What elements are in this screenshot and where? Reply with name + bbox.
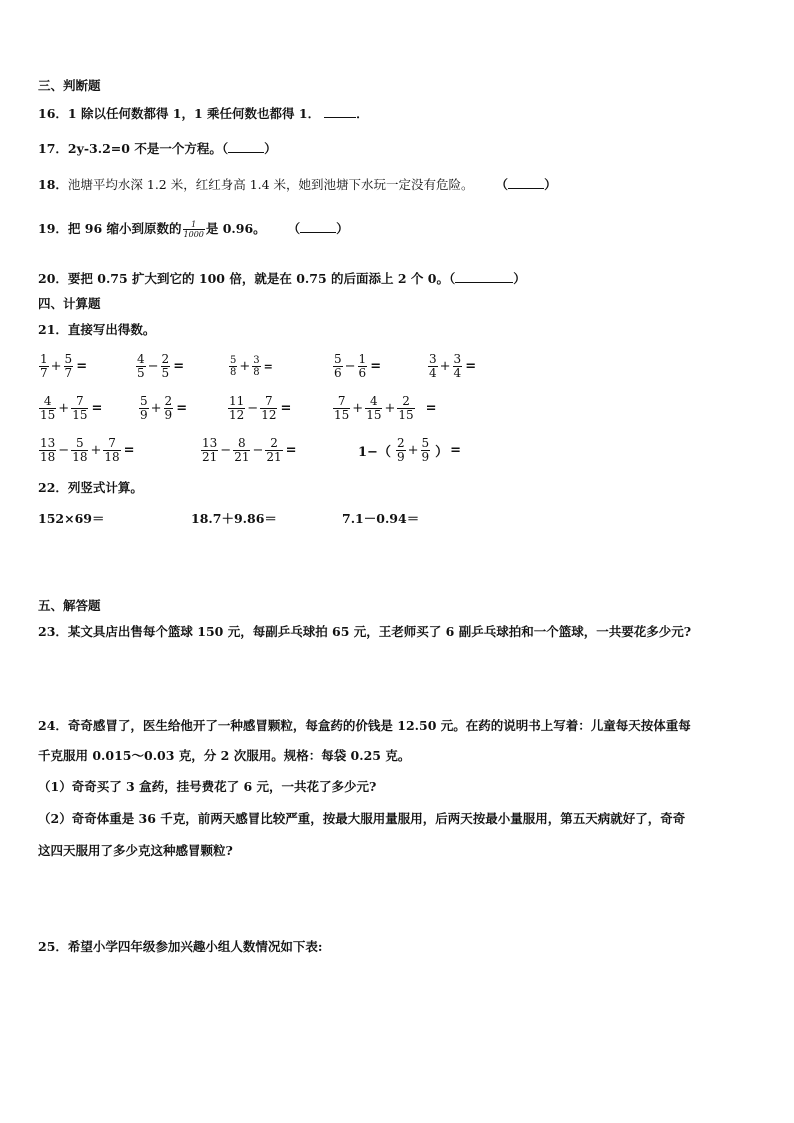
question-number: 23． [38, 624, 68, 639]
denominator: 21 [202, 449, 218, 464]
numerator: 11 [229, 393, 245, 408]
answer-blank[interactable] [324, 105, 356, 118]
expression [358, 435, 461, 465]
equation: 2y-3.2=0 [67, 141, 130, 156]
numerator: 2 [270, 435, 278, 450]
numerator: 5 [421, 435, 430, 450]
paren-close: ） [544, 177, 557, 192]
fraction [201, 437, 218, 464]
denominator: 7 [64, 365, 73, 380]
fraction [358, 353, 368, 380]
question-number: 25． [38, 939, 68, 954]
operator: + [352, 400, 364, 416]
vertical-calc-item: 18.7＋9.86＝ [191, 511, 277, 526]
question-18 [38, 176, 557, 193]
expression [427, 351, 476, 381]
numerator: 13 [202, 435, 218, 450]
numerator: 5 [230, 354, 237, 366]
expression [38, 351, 87, 381]
expression [200, 435, 297, 465]
fraction [136, 353, 146, 380]
denominator: 21 [266, 449, 282, 464]
equals-sign: = [450, 442, 462, 458]
fraction [71, 395, 88, 422]
operator: + [58, 400, 70, 416]
question-22 [38, 480, 143, 496]
equals-sign: = [91, 400, 103, 416]
question-number: 17． [38, 141, 68, 156]
numerator: 3 [429, 351, 437, 366]
denominator: 15 [72, 407, 88, 422]
section-heading-calc: 四、计算题 [38, 296, 101, 311]
operator: + [150, 400, 162, 416]
denominator: 12 [229, 407, 245, 422]
equals-sign: = [280, 400, 292, 416]
paren-close: ） [513, 271, 526, 286]
question-number: 19． [38, 221, 68, 236]
vertical-calc-item: 7.1－0.94＝ [342, 511, 420, 526]
operator: − [252, 442, 264, 458]
numerator: 5 [76, 435, 84, 450]
numerator: 7 [337, 393, 346, 408]
fraction [453, 353, 463, 380]
paren-close: ） [435, 444, 449, 460]
numerator: 4 [43, 393, 52, 408]
question-text-line1: 奇奇感冒了，医生给他开了一种感冒颗粒，每盒药的价钱是 12.50 元。在药的说明书上写着：儿童每天按体重每 [67, 718, 691, 733]
fraction [139, 395, 149, 422]
question-17 [38, 140, 277, 157]
denominator: 18 [104, 449, 120, 464]
fraction [183, 220, 205, 239]
fraction [333, 395, 350, 422]
expression [138, 393, 187, 423]
numerator: 3 [253, 354, 260, 366]
denominator: 15 [40, 407, 56, 422]
numerator: 2 [164, 393, 173, 408]
operator: + [407, 442, 419, 458]
equals-sign: = [263, 359, 273, 373]
denominator: 6 [358, 365, 367, 380]
question-text: 列竖式计算。 [67, 480, 143, 495]
numerator: 5 [64, 351, 73, 366]
punct: ． [356, 106, 369, 121]
fraction [396, 437, 406, 464]
denominator: 21 [234, 449, 250, 464]
denominator: 8 [253, 366, 260, 378]
fraction [39, 353, 49, 380]
question-number: 20． [38, 271, 68, 286]
operator: − [58, 442, 70, 458]
question-text: 要把 0.75 扩大到它的 100 倍，就是在 0.75 的后面添上 2 个 0。（ [67, 271, 456, 286]
question-text: 某文具店出售每个篮球 150 元，每副乒乓球拍 65 元，王老师买了 6 副乒乓球拍和一个篮球，一共要花多少元? [67, 624, 692, 639]
fraction [229, 355, 237, 378]
operator: − [344, 358, 356, 374]
denominator: 18 [40, 449, 56, 464]
denominator: 5 [137, 365, 145, 380]
section-heading-judge: 三、判断题 [38, 78, 101, 93]
numerator: 2 [396, 435, 405, 450]
denominator: 6 [334, 365, 342, 380]
question-24-sub2-cont: 这四天服用了多少克这种感冒颗粒? [38, 843, 233, 858]
denominator: 18 [72, 449, 88, 464]
question-24 [38, 718, 691, 734]
fraction [421, 437, 431, 464]
question-number: 21． [38, 322, 68, 337]
numerator: 7 [108, 435, 116, 450]
question-24-line2: 千克服用 0.015～0.03 克，分 2 次服用。规格：每袋 0.25 克。 [38, 748, 411, 763]
expression [332, 393, 437, 423]
numerator: 13 [40, 435, 56, 450]
fraction [64, 353, 74, 380]
paren-close: ） [264, 141, 277, 156]
numerator: 2 [402, 393, 410, 408]
expression [228, 351, 273, 381]
operator: + [239, 358, 251, 374]
expression [38, 435, 135, 465]
denominator: 15 [334, 407, 350, 422]
question-20 [38, 270, 526, 287]
expression-lead: 1−（ [358, 444, 391, 460]
question-text: 1 除以任何数都得 1，1 乘任何数也都得 1． [67, 106, 321, 121]
numerator: 4 [370, 393, 378, 408]
numerator: 1 [358, 351, 367, 366]
numerator: 2 [161, 351, 170, 366]
denominator: 1000 [183, 230, 204, 239]
denominator: 5 [161, 365, 170, 380]
question-text-post: 是 0.96。 [205, 221, 266, 236]
denominator: 9 [140, 407, 148, 422]
fraction [228, 395, 245, 422]
equals-sign: = [370, 358, 382, 374]
question-text: 希望小学四年级参加兴趣小组人数情况如下表: [67, 939, 323, 954]
denominator: 4 [453, 365, 462, 380]
question-24-sub2: （2）奇奇体重是 36 千克，前两天感冒比较严重，按最大服用量服用，后两天按最小量服用，第五天病就好了，奇奇 [38, 811, 686, 826]
denominator: 12 [261, 407, 277, 422]
fraction [103, 437, 120, 464]
question-21 [38, 322, 155, 338]
operator: + [384, 400, 396, 416]
question-text: 池塘平均水深 1.2 米，红红身高 1.4 米，她到池塘下水玩一定没有危险。 [67, 177, 474, 192]
expression [135, 351, 184, 381]
equals-sign: = [173, 358, 185, 374]
equals-sign: = [425, 400, 437, 416]
operator: + [50, 358, 62, 374]
paren-open: （ [495, 177, 509, 192]
denominator: 9 [421, 449, 430, 464]
expression [38, 393, 102, 423]
question-number: 16． [38, 106, 68, 121]
fraction [365, 395, 382, 422]
question-16 [38, 105, 369, 122]
numerator: 3 [453, 351, 462, 366]
operator: − [247, 400, 259, 416]
vertical-calc-item: 152×69＝ [38, 511, 105, 526]
fraction [71, 437, 88, 464]
answer-blank[interactable] [300, 220, 336, 233]
fraction [333, 353, 343, 380]
question-number: 24． [38, 718, 68, 733]
fraction [397, 395, 414, 422]
numerator: 1 [191, 220, 197, 229]
fraction [265, 437, 282, 464]
question-23 [38, 624, 691, 640]
fraction [252, 355, 260, 378]
denominator: 7 [40, 365, 48, 380]
equals-sign: = [465, 358, 477, 374]
fraction [39, 437, 56, 464]
numerator: 8 [238, 435, 246, 450]
answer-blank[interactable] [455, 270, 513, 283]
fraction [233, 437, 250, 464]
paren-close: ） [336, 221, 349, 236]
equals-sign: = [76, 358, 88, 374]
question-19 [38, 220, 349, 239]
expression [332, 351, 381, 381]
numerator: 4 [137, 351, 145, 366]
section-heading-solve: 五、解答题 [38, 598, 101, 613]
question-text: 不是一个方程。（ [129, 141, 229, 156]
equals-sign: = [285, 442, 297, 458]
operator: − [147, 358, 159, 374]
fraction [428, 353, 438, 380]
question-text-pre: 把 96 缩小到原数的 [67, 221, 182, 236]
denominator: 15 [398, 407, 414, 422]
operator: + [90, 442, 102, 458]
denominator: 4 [429, 365, 437, 380]
question-text: 直接写出得数。 [67, 322, 156, 337]
numerator: 7 [76, 393, 84, 408]
fraction [39, 395, 56, 422]
answer-blank[interactable] [228, 140, 264, 153]
numerator: 5 [334, 351, 342, 366]
operator: − [220, 442, 232, 458]
numerator: 1 [40, 351, 48, 366]
denominator: 9 [164, 407, 173, 422]
denominator: 8 [230, 366, 237, 378]
equals-sign: = [123, 442, 135, 458]
expression [227, 393, 291, 423]
denominator: 15 [366, 407, 382, 422]
equals-sign: = [176, 400, 188, 416]
operator: + [439, 358, 451, 374]
numerator: 5 [140, 393, 148, 408]
fraction [164, 395, 174, 422]
question-number: 22． [38, 480, 68, 495]
answer-blank[interactable] [508, 176, 544, 189]
question-24-sub1: （1）奇奇买了 3 盒药，挂号费花了 6 元，一共花了多少元? [38, 779, 377, 794]
fraction [161, 353, 171, 380]
question-25 [38, 939, 323, 955]
numerator: 7 [265, 393, 273, 408]
fraction [260, 395, 277, 422]
denominator: 9 [396, 449, 405, 464]
paren-open: （ [287, 221, 301, 236]
question-number: 18． [38, 177, 68, 192]
